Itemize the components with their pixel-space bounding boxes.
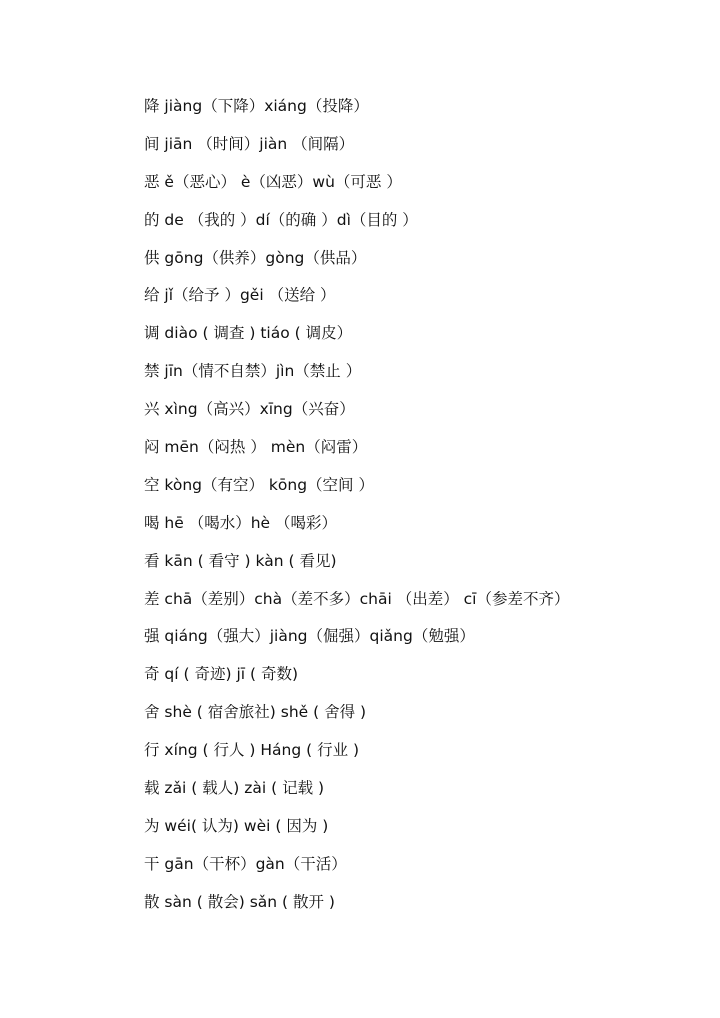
pinyin-entry: 行 xíng ( 行人 ) Háng ( 行业 ) <box>144 741 360 760</box>
pinyin-entry: 散 sàn ( 散会) sǎn ( 散开 ) <box>144 892 335 911</box>
pinyin-entry: 奇 qí ( 奇迹) jī ( 奇数) <box>144 665 299 684</box>
pinyin-entry: 降 jiàng（下降）xiáng（投降） <box>144 97 369 115</box>
pinyin-entry: 为 wéi( 认为) wèi ( 因为 ) <box>144 816 329 835</box>
pinyin-entry: 调 diào ( 调查 ) tiáo ( 调皮） <box>144 324 353 343</box>
pinyin-entry: 喝 hē （喝水）hè （喝彩） <box>144 513 338 532</box>
pinyin-entry: 差 chā（差别）chà（差不多）chāi （出差） cī（参差不齐） <box>144 589 570 608</box>
pinyin-entry-list <box>144 93 704 927</box>
pinyin-entry: 强 qiáng（强大）jiàng（倔强）qiǎng（勉强） <box>144 627 475 646</box>
pinyin-entry: 空 kòng（有空） kōng（空间 ） <box>144 475 374 494</box>
pinyin-entry: 给 jǐ（给予 ）gěi （送给 ） <box>144 286 336 305</box>
pinyin-entry: 舍 shè ( 宿舍旅社) shě ( 舍得 ) <box>144 703 367 722</box>
pinyin-entry: 兴 xìng（高兴）xīng（兴奋） <box>144 400 355 419</box>
pinyin-entry: 恶 ě（恶心） è（凶恶）wù（可恶 ） <box>144 172 402 191</box>
pinyin-entry: 的 de （我的 ）dí（的确 ）dì（目的 ） <box>144 210 418 229</box>
pinyin-entry: 闷 mēn（闷热 ） mèn（闷雷） <box>144 438 368 457</box>
pinyin-entry: 载 zǎi ( 载人) zài ( 记载 ) <box>144 779 325 798</box>
pinyin-entry: 禁 jīn（情不自禁）jìn（禁止 ） <box>144 362 362 381</box>
pinyin-entry: 干 gān（干杯）gàn（干活） <box>144 854 347 873</box>
pinyin-entry: 看 kān ( 看守 ) kàn ( 看见) <box>144 551 337 570</box>
pinyin-entry: 供 gōng（供养）gòng（供品） <box>144 248 367 267</box>
pinyin-entry: 间 jiān （时间）jiàn （间隔） <box>144 134 355 153</box>
